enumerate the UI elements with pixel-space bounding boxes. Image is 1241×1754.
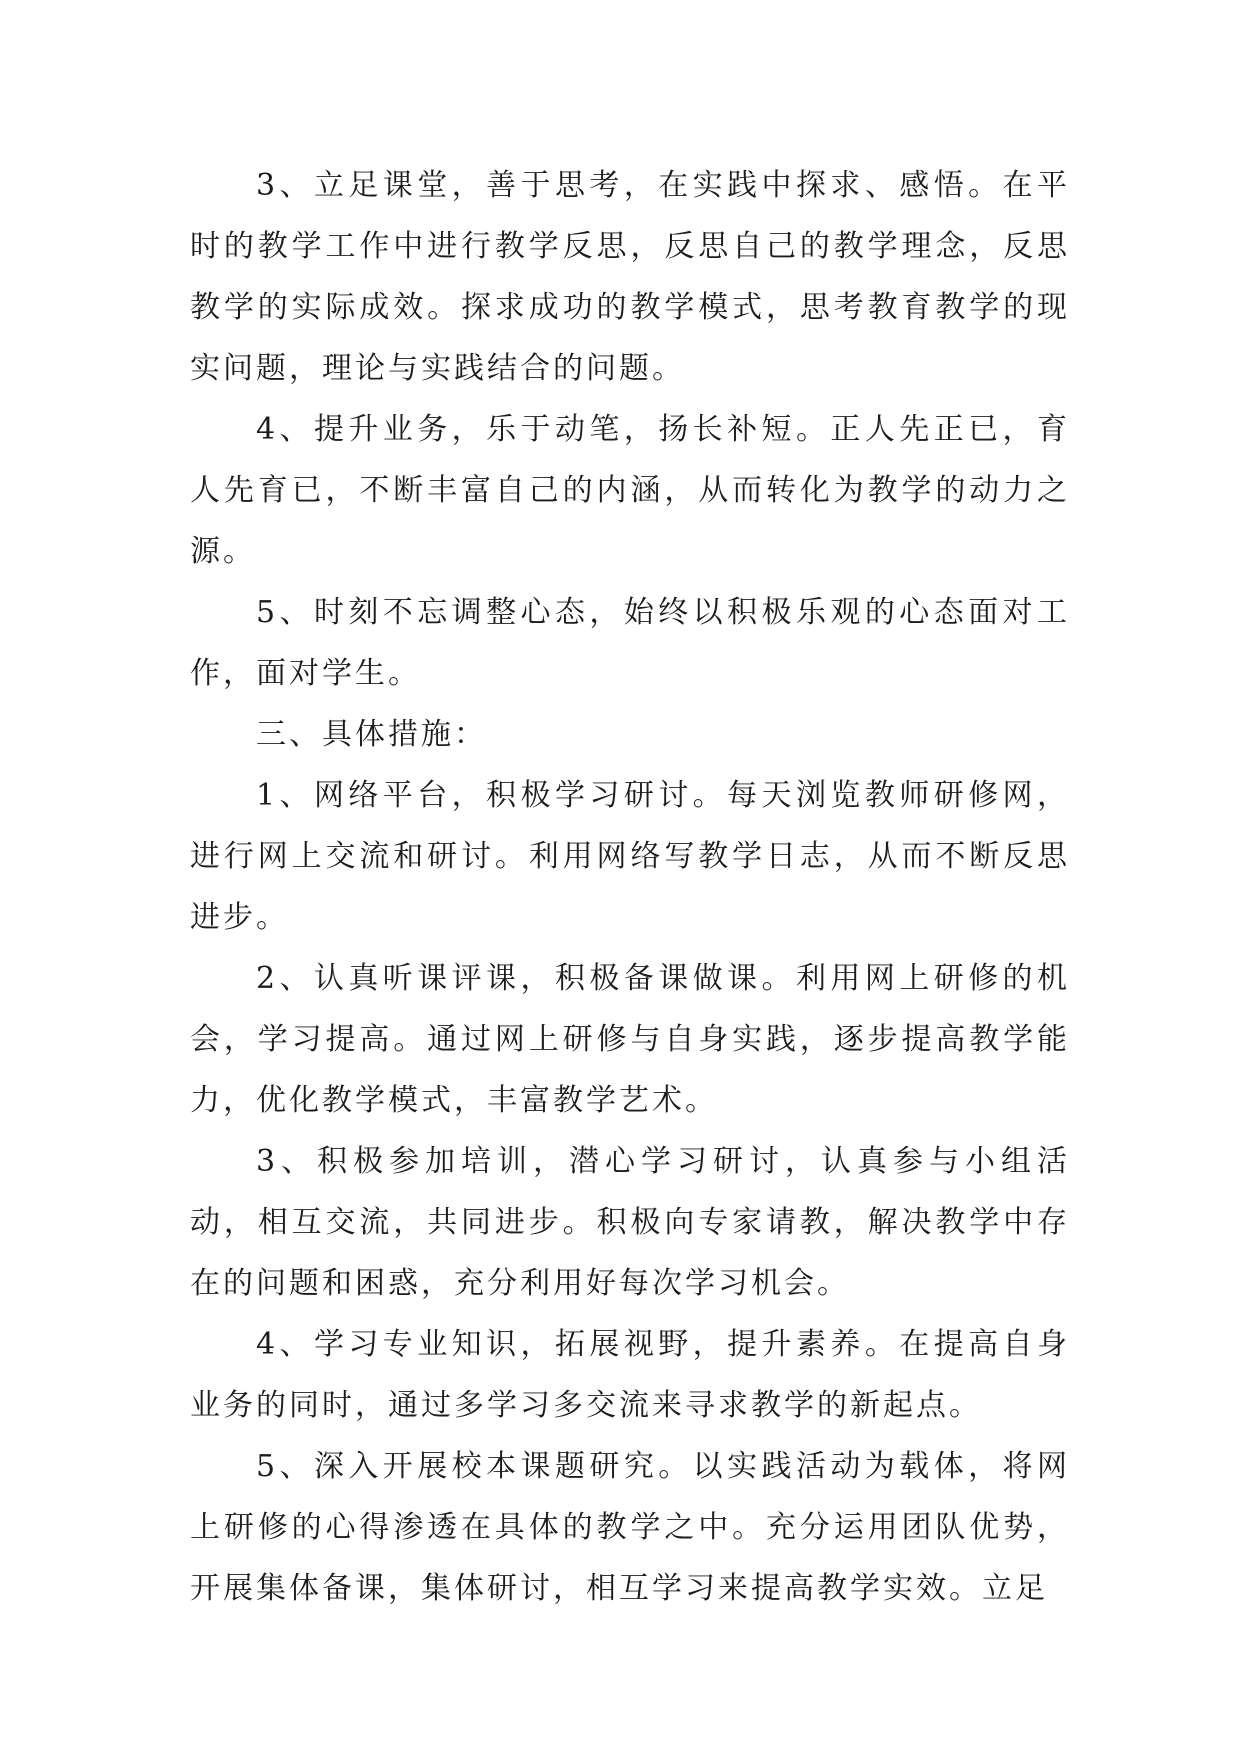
paragraph-mindset: 5、时刻不忘调整心态，始终以积极乐观的心态面对工作，面对学生。 — [190, 595, 1070, 691]
paragraph-reflection: 3、立足课堂，善于思考，在实践中探求、感悟。在平时的教学工作中进行教学反思，反思自己的教学理念，反思教学的实际成效。探求成功的教学模式，思考教育教学的现实问题，理论与实践结合的问题。 — [190, 168, 1070, 386]
document-body — [190, 155, 1070, 1619]
paragraph-improve-business: 4、提升业务，乐于动笔，扬长补短。正人先正已，育人先育已，不断丰富自己的内涵，从而转化为教学的动力之源。 — [190, 412, 1070, 569]
paragraph-professional-knowledge: 4、学习专业知识，拓展视野，提升素养。在提高自身业务的同时，通过多学习多交流来寻求教学的新起点。 — [190, 1327, 1070, 1423]
section-heading-measures: 三、具体措施： — [256, 717, 487, 752]
paragraph-school-research: 5、深入开展校本课题研究。以实践活动为载体，将网上研修的心得渗透在具体的教学之中。充分运用团队优势，开展集体备课，集体研讨，相互学习来提高教学实效。立足 — [190, 1449, 1070, 1606]
paragraph-training: 3、积极参加培训，潜心学习研讨，认真参与小组活动，相互交流，共同进步。积极向专家请教，解决教学中存在的问题和困惑，充分利用好每次学习机会。 — [190, 1144, 1070, 1301]
paragraph-network-platform: 1、网络平台，积极学习研讨。每天浏览教师研修网，进行网上交流和研讨。利用网络写教学日志，从而不断反思进步。 — [190, 778, 1070, 935]
paragraph-lesson-observation: 2、认真听课评课，积极备课做课。利用网上研修的机会，学习提高。通过网上研修与自身实践，逐步提高教学能力，优化教学模式，丰富教学艺术。 — [190, 961, 1070, 1118]
